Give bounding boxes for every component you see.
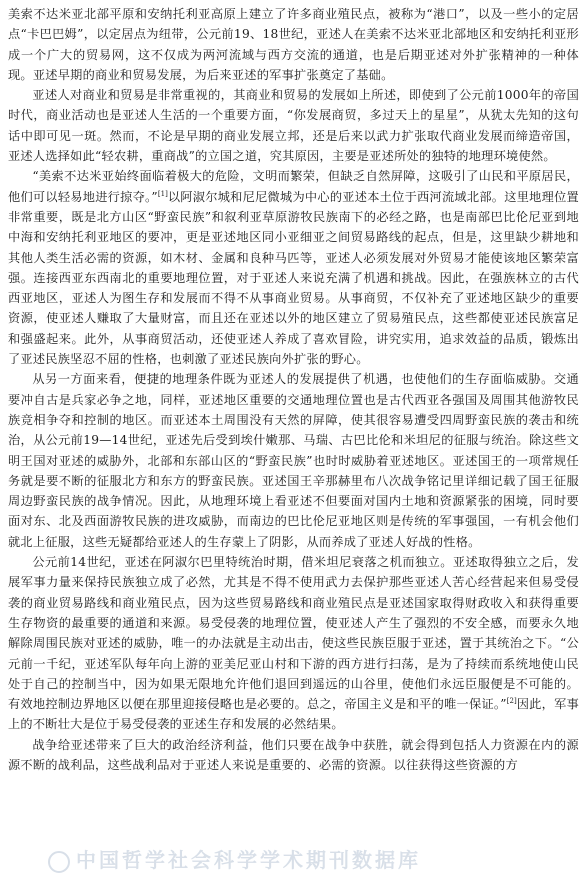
paragraph-text: “美索不达米亚始终面临着极大的危险，文明而繁荣，但缺乏自然屏障，这吸引了山民和平原居民，他们可以轻易地进行掠夺。” [8, 169, 579, 204]
body-paragraph [8, 552, 579, 735]
body-paragraph [8, 166, 579, 369]
footnote-marker: [1] [157, 189, 168, 198]
paragraph-text: 亚述人对商业和贸易是非常重视的，其商业和贸易的发展如上所述，即使到了公元前1000年的帝国时代，商业活动也是亚述人生活的一个重要方面，“你发展商贸，多过天上的星星”，从犹太先知的这句话中即可见一斑。然而，不论是早期的商业发展立邦，还是后来以武力扩张取代商业发展而缔造帝国，亚述人选择如此“轻农耕，重商战”的立国之道，究其原因，主要是亚述所处的独特的地理环境使然。 [8, 88, 579, 164]
paragraph-text: 以阿淑尔城和尼尼微城为中心的亚述本土位于西河流域北部。这里地理位置非常重要，既是北方山区“野蛮民族”和叙利亚草原游牧民族南下的必经之路，也是南部巴比伦尼亚到地中海和安纳托利亚地区的要冲，更是亚述地区同小亚细亚之间贸易路线的起点，但是，这里缺少耕地和其他人类生活必需的资源，如木材、金属和良种马匹等，亚述人必须发展对外贸易才能使该地区繁荣富强。连接西亚东西南北的重要地理位置，对于亚述人来说充满了机遇和挑战。因此，在强族林立的古代西亚地区，亚述人为图生存和发展而不得不从事商业贸易。从事商贸，不仅补充了亚述地区缺少的重要资源，使亚述人赚取了大量财富，而且还在亚述以外的地区建立了贸易殖民点，这些都使亚述民族富足和强盛起来。此外，从事商贸活动，还使亚述人养成了喜欢冒险，讲究实用，追求效益的品质，锻炼出了亚述民族坚忍不屈的性格，也刺激了亚述民族向外扩张的野心。 [8, 189, 579, 367]
paragraph-text: 战争给亚述带来了巨大的政治经济利益，他们只要在战争中获胜，就会得到包括人力资源在内的源源不断的战利品，这些战利品对于亚述人来说是重要的、必需的资源。以往获得这些资源的方 [8, 737, 579, 772]
footnote-marker: [2] [506, 697, 517, 706]
paragraph-text: 从另一方面来看，便捷的地理条件既为亚述人的发展提供了机遇，也使他们的生存面临威胁。交通要冲自古是兵家必争之地，同样，亚述地区重要的交通地理位置也是古代西亚各强国及周围其他游牧民族竞相争夺和控制的地区。而亚述本土周围没有天然的屏障，使其很容易遭受四周野蛮民族的袭击和统治，从公元前19—14世纪，亚述先后受到埃什嫩那、马瑞、古巴比伦和米坦尼的征服与统治。除这些文明王国对亚述的威胁外，北部和东部山区的“野蛮民族”也时时威胁着亚述地区。亚述国王的一项常规任务就是要不断的征服北方和东方的野蛮民族。亚述国王辛那赫里布八次战争铭记里详细记载了国王征服周边野蛮民族的战争情况。因此，从地理环境上看亚述不但要面对国内土地和资源紧张的困境，同时要面对东、北及西面游牧民族的进攻威胁，而南边的巴比伦尼亚地区则是传统的军事强国，一有机会他们就北上征服，这些无疑都给亚述人的生存蒙上了阴影，从而养成了亚述人好战的性格。 [8, 372, 579, 549]
body-paragraph [8, 369, 579, 552]
paragraph-text: 因此，军事上的不断壮大是位于易受侵袭的亚述生存和发展的必然结果。 [8, 697, 580, 732]
body-paragraph [8, 85, 579, 166]
body-paragraph [8, 735, 579, 776]
watermark-text: 中国哲学社会科学学术期刊数据库 [76, 848, 421, 872]
body-paragraph [8, 4, 579, 85]
paragraph-text: 公元前14世纪，亚述在阿淑尔巴里特统治时期，借米坦尼衰落之机而独立。亚述取得独立之后，发展军事力量来保持民族独立成了必然，尤其是不得不使用武力去保护那些亚述人苦心经营起来但易受侵袭的商业贸易路线和商业殖民点，因为这些贸易路线和商业殖民点是亚述国家取得财政收入和获得重要生存物资的最重要的通道和来源。易受侵袭的地理位置，使亚述人产生了强烈的不安全感，而要永久地解除周围民族对亚述的威胁，唯一的办法就是主动出击，使这些民族臣服于亚述，置于其统治之下。“公元前一千纪，亚述军队每年向上游的亚美尼亚山村和下游的西方进行扫荡，是为了持续而系统地使山民处于自己的控制当中，因为如果无限地允许他们退回到遥远的山谷里，使他们永远臣服便是不可能的。有效地控制边界地区以便在那里迎接侵略也是必要的。总之，帝国主义是和平的唯一保证。” [8, 555, 579, 712]
paragraph-text: 美索不达米亚北部平原和安纳托利亚高原上建立了许多商业殖民点，被称为“港口”，以及一些小的定居点“卡巴巴姆”，以定居点为纽带，公元前19、18世纪，亚述人在美索不达米亚北部地区和安纳托利亚形成一个广大的贸易网，这不仅成为两河流域与西方交流的通道，也是后期亚述对外扩张精神的一种体现。亚述早期的商业和贸易发展，为后来亚述的军事扩张奠定了基础。 [8, 7, 579, 82]
